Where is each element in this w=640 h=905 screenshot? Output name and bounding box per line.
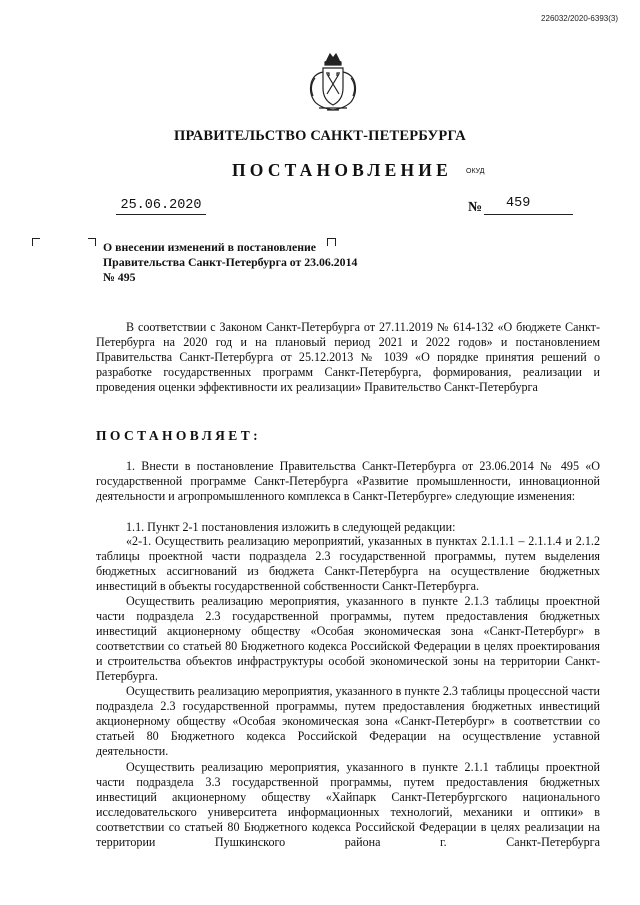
corner-mark xyxy=(88,238,96,246)
decree-number: 459 xyxy=(506,196,531,211)
body-paragraph: «2-1. Осуществить реализацию мероприятий, указанных в пунктах 2.1.1.1 – 2.1.1.4 и 2.1.2 таблицы проектной части подраздела 2.3 государственной программы, путем выделения бюджетных ассигнований из бюджета Санкт-Петербурга на осуществление бюджетных инвестиций в объекты государственной собственности Санкт-Петербурга. xyxy=(96,534,600,593)
preamble-paragraph: В соответствии с Законом Санкт-Петербурга от 27.11.2019 № 614-132 «О бюджете Санкт-Петербурга на 2020 год и на плановый период 2021 и 2022 годов» и постановлением Правительства Санкт-Петербурга от 25.12.2013 № 1039 «О порядке принятия решений о разработке государственных программ Санкт-Петербурга, формирования, реализации и проведения оценки эффективности их реализации» Правительство Санкт-Петербурга xyxy=(96,320,600,394)
number-label: № xyxy=(468,200,483,215)
resolve-heading: ПОСТАНОВЛЯЕТ: xyxy=(96,428,262,443)
body-paragraph: Осуществить реализацию мероприятия, указанного в пункте 2.3 таблицы процессной части подраздела 2.3 государственной программы, путем предоставления бюджетных инвестиций акционерному обществу «Особая экономическая зона «Санкт-Петербург» в соответствии со статьей 80 Бюджетного кодекса Российской Федерации на осуществление уставной деятельности. xyxy=(96,684,600,758)
decree-title: ПОСТАНОВЛЕНИЕ xyxy=(232,160,452,180)
body-paragraph: 1. Внести в постановление Правительства Санкт-Петербурга от 23.06.2014 № 495 «О государственной программе Санкт-Петербурга «Развитие промышленности, инновационной деятельности и агропромышленного комплекса в Санкт-Петербурге» следующие изменения: xyxy=(96,459,600,503)
body-paragraph: 1.1. Пункт 2-1 постановления изложить в следующей редакции: xyxy=(126,520,456,534)
document-number: 226032/2020-6393(3) xyxy=(541,14,618,23)
decree-date: 25.06.2020 xyxy=(116,198,206,215)
body-paragraph: Осуществить реализацию мероприятия, указанного в пункте 2.1.1 таблицы проектной части подраздела 3.3 государственной программы, путем предоставления бюджетных инвестиций акционерному обществу «Хайпарк Санкт-Петербургского национального исследовательского университета информационных технологий, механики и оптики» в соответствии со статьей 80 Бюджетного кодекса Российской Федерации в целях реализации на территории Пушкинского района г. Санкт-Петербурга xyxy=(96,760,600,849)
decree-subject: О внесении изменений в постановление Правительства Санкт-Петербурга от 23.06.2014 № 495 xyxy=(103,240,358,284)
corner-mark xyxy=(32,238,40,246)
okud-label: ОКУД xyxy=(466,168,485,175)
coat-of-arms-emblem xyxy=(305,52,361,114)
number-underline xyxy=(484,214,573,215)
body-paragraph: Осуществить реализацию мероприятия, указанного в пункте 2.1.3 таблицы проектной части подраздела 2.3 государственной программы, путем предоставления бюджетных инвестиций акционерному обществу «Особая экономическая зона «Санкт-Петербург» в соответствии со статьей 80 Бюджетного кодекса Российской Федерации в целях проектирования и строительства объектов инфраструктуры особой экономической зоны на территории Санкт-Петербурга. xyxy=(96,594,600,683)
government-name: ПРАВИТЕЛЬСТВО САНКТ-ПЕТЕРБУРГА xyxy=(174,128,466,144)
